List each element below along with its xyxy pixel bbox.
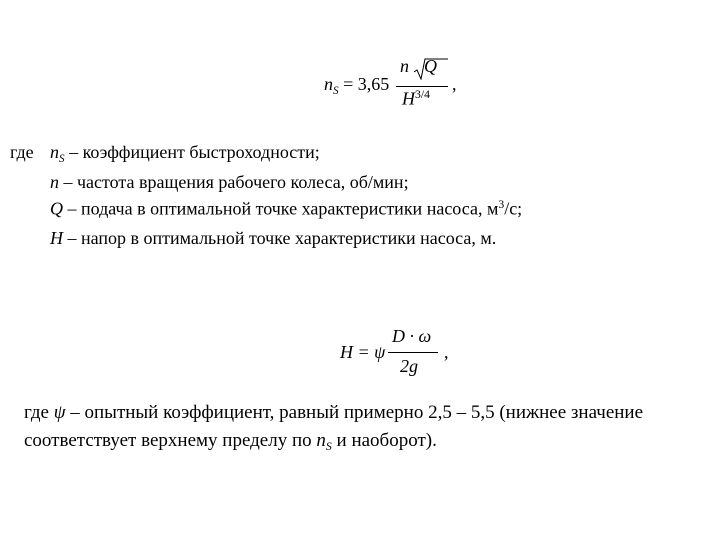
formula1-lhs: $n_S = 3,65$ — [324, 74, 390, 97]
definition-psi: где ψ – опытный коэффициент, равный примерно 2,5 – 5,5 (нижнее значение — [24, 402, 644, 423]
formula-head: H = ψ D · ω 2g , — [340, 326, 449, 376]
formula2-numerator: D · ω — [392, 326, 432, 346]
formula1-denominator: $H^{3/4}$ — [402, 88, 430, 109]
where-label: где — [10, 142, 34, 162]
definition-q: Q – подача в оптимальной точке характеристики насоса, $м^3/с$; — [50, 198, 523, 219]
fraction-bar — [388, 352, 438, 353]
definition-ns: $n_S$ – коэффициент быстроходности; — [50, 142, 320, 165]
formula-specific-speed: $n_S = 3,65$ n Q $H^{3/4}$ , — [324, 52, 464, 118]
fraction-bar — [396, 86, 448, 87]
formula2-lhs: H = ψ — [340, 342, 386, 362]
definition-n: n – частота вращения рабочего колеса, об/мин; — [50, 172, 409, 192]
formula1-numerator-q: Q — [424, 56, 437, 76]
definition-psi-continued: соответствует верхнему пределу по $n_S$ и наоборот). — [24, 430, 437, 454]
formula2-denominator: 2g — [400, 356, 418, 376]
formula1-numerator-n: n — [400, 56, 409, 76]
definition-h: H – напор в оптимальной точке характеристики насоса, м. — [50, 228, 497, 248]
formula1-fraction — [396, 52, 452, 116]
